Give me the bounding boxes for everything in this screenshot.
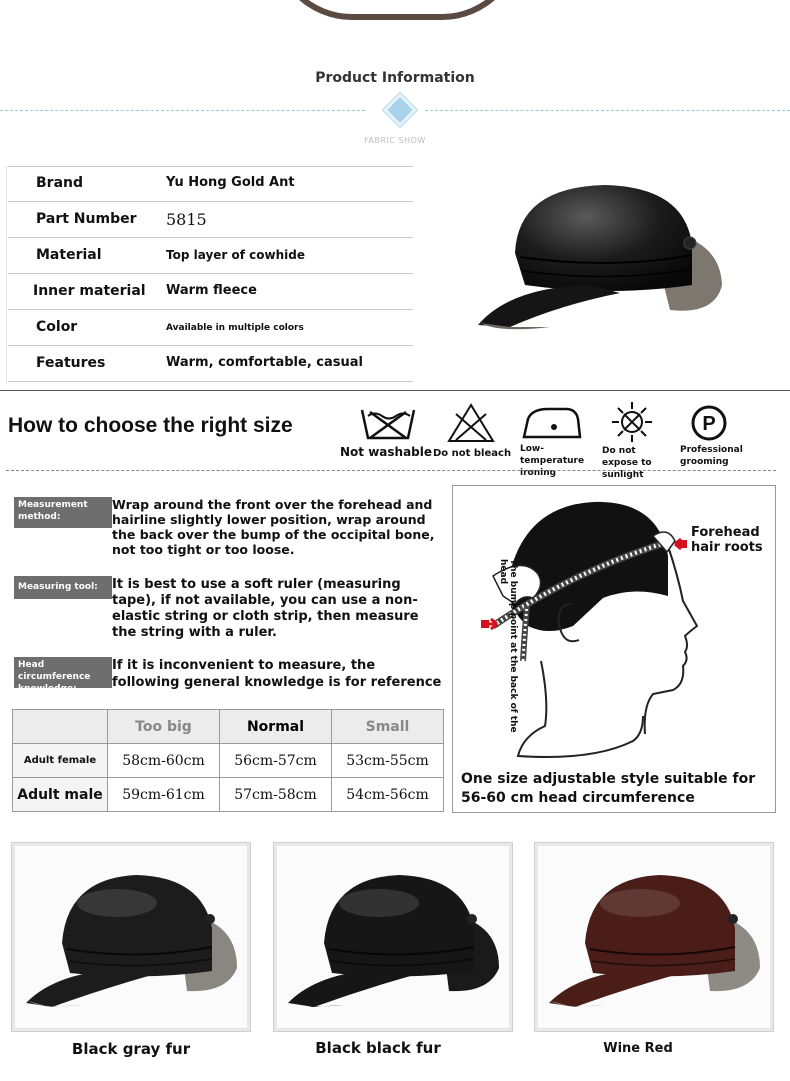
section-divider	[0, 390, 790, 391]
variant-label-black-gray-fur: Black gray fur	[71, 1040, 191, 1058]
size-table-header-cell: Small	[332, 710, 444, 744]
size-table-row-label: Adult female	[13, 744, 108, 778]
spec-row-material	[8, 238, 413, 274]
spec-value: Available in multiple colors	[166, 323, 304, 333]
spec-value: Yu Hong Gold Ant	[166, 175, 295, 190]
size-table-header-cell: Too big	[108, 710, 220, 744]
spec-table-left-border	[6, 166, 7, 384]
head-circumference-knowledge-text: If it is inconvenient to measure, the following general knowledge is for reference	[112, 658, 442, 690]
size-table-row	[13, 778, 444, 812]
cap-image	[274, 843, 512, 1031]
cap-image	[12, 843, 250, 1031]
spec-row-brand	[8, 166, 413, 202]
spec-row-inner-material	[8, 274, 413, 310]
spec-key: Part Number	[36, 211, 137, 227]
top-decorative-arc	[272, 0, 522, 20]
one-size-caption: One size adjustable style suitable for 56-60 cm head circumference	[461, 771, 756, 806]
spec-key: Inner material	[33, 283, 146, 299]
spec-key: Color	[36, 319, 78, 335]
spec-key: Material	[36, 247, 102, 263]
cap-image	[535, 843, 773, 1031]
not-washable-icon	[358, 404, 418, 444]
do-not-bleach-icon	[446, 402, 496, 444]
variant-photo-black-black-fur[interactable]	[273, 842, 513, 1032]
spec-value: 5815	[166, 210, 207, 229]
size-table-cell: 53cm-55cm	[332, 744, 444, 778]
care-label-low-temperature-ironing: Low-temperature ironing	[520, 444, 585, 478]
care-label-do-not-bleach: Do not bleach	[433, 448, 512, 459]
spec-key: Brand	[36, 175, 84, 191]
variant-photo-wine-red[interactable]	[534, 842, 774, 1032]
variant-label-wine-red: Wine Red	[603, 1041, 673, 1056]
size-table-header-row	[13, 710, 444, 744]
spec-row-features	[8, 346, 413, 382]
size-table-row	[13, 744, 444, 778]
product-info-title: Product Information	[315, 70, 475, 86]
care-label-professional-grooming: Professional grooming	[680, 445, 743, 467]
head-circumference-knowledge-tag: Head circumference knowledge:	[14, 657, 112, 688]
size-guide-title: How to choose the right size	[8, 414, 293, 437]
product-cap-image	[470, 175, 730, 340]
head-measurement-diagram	[452, 485, 776, 813]
measuring-tool-tag: Measuring tool:	[14, 576, 112, 599]
variant-photo-black-gray-fur[interactable]	[11, 842, 251, 1032]
spec-value: Warm fleece	[166, 283, 257, 298]
size-table-cell: 59cm-61cm	[108, 778, 220, 812]
svg-text:P: P	[702, 413, 716, 435]
spec-row-color	[8, 310, 413, 346]
do-not-expose-to-sunlight-icon	[610, 400, 654, 444]
header-divider-left	[0, 110, 365, 111]
size-table-cell: 57cm-58cm	[220, 778, 332, 812]
low-temperature-ironing-icon	[518, 403, 582, 441]
size-section-divider	[6, 470, 776, 471]
size-table-cell: 58cm-60cm	[108, 744, 220, 778]
size-table-header-cell: Normal	[220, 710, 332, 744]
spec-key: Features	[36, 355, 106, 371]
size-table	[12, 709, 444, 812]
diamond-ornament-icon	[383, 93, 417, 127]
spec-row-part-number	[8, 202, 413, 238]
professional-grooming-icon	[690, 404, 728, 442]
forehead-label: Forehead hair roots	[691, 525, 763, 555]
size-table-corner-cell	[13, 710, 108, 744]
measuring-tool-text: It is best to use a soft ruler (measuring tape), if not available, you can use a non-elastic string or cloth strip, then measure the string with a ruler.	[112, 577, 419, 640]
occipital-label: The bump point at the back of the head	[498, 559, 518, 733]
size-table-cell: 54cm-56cm	[332, 778, 444, 812]
size-table-row-label: Adult male	[13, 778, 108, 812]
care-label-not-washable: Not washable	[340, 445, 433, 459]
product-info-subtitle: FABRIC SHOW	[364, 136, 426, 145]
spec-value: Top layer of cowhide	[166, 248, 305, 262]
spec-value: Warm, comfortable, casual	[166, 355, 363, 370]
measurement-method-tag: Measurement method:	[14, 497, 112, 528]
size-table-cell: 56cm-57cm	[220, 744, 332, 778]
variant-label-black-black-fur: Black black fur	[315, 1039, 441, 1057]
care-label-do-not-expose-to-sunlight: Do not expose to sunlight	[602, 446, 652, 480]
header-divider-right	[425, 110, 790, 111]
measurement-method-text: Wrap around the front over the forehead and hairline slightly lower position, wrap around the back over the bump of the occipital bone, not too tight or too loose.	[112, 497, 435, 557]
